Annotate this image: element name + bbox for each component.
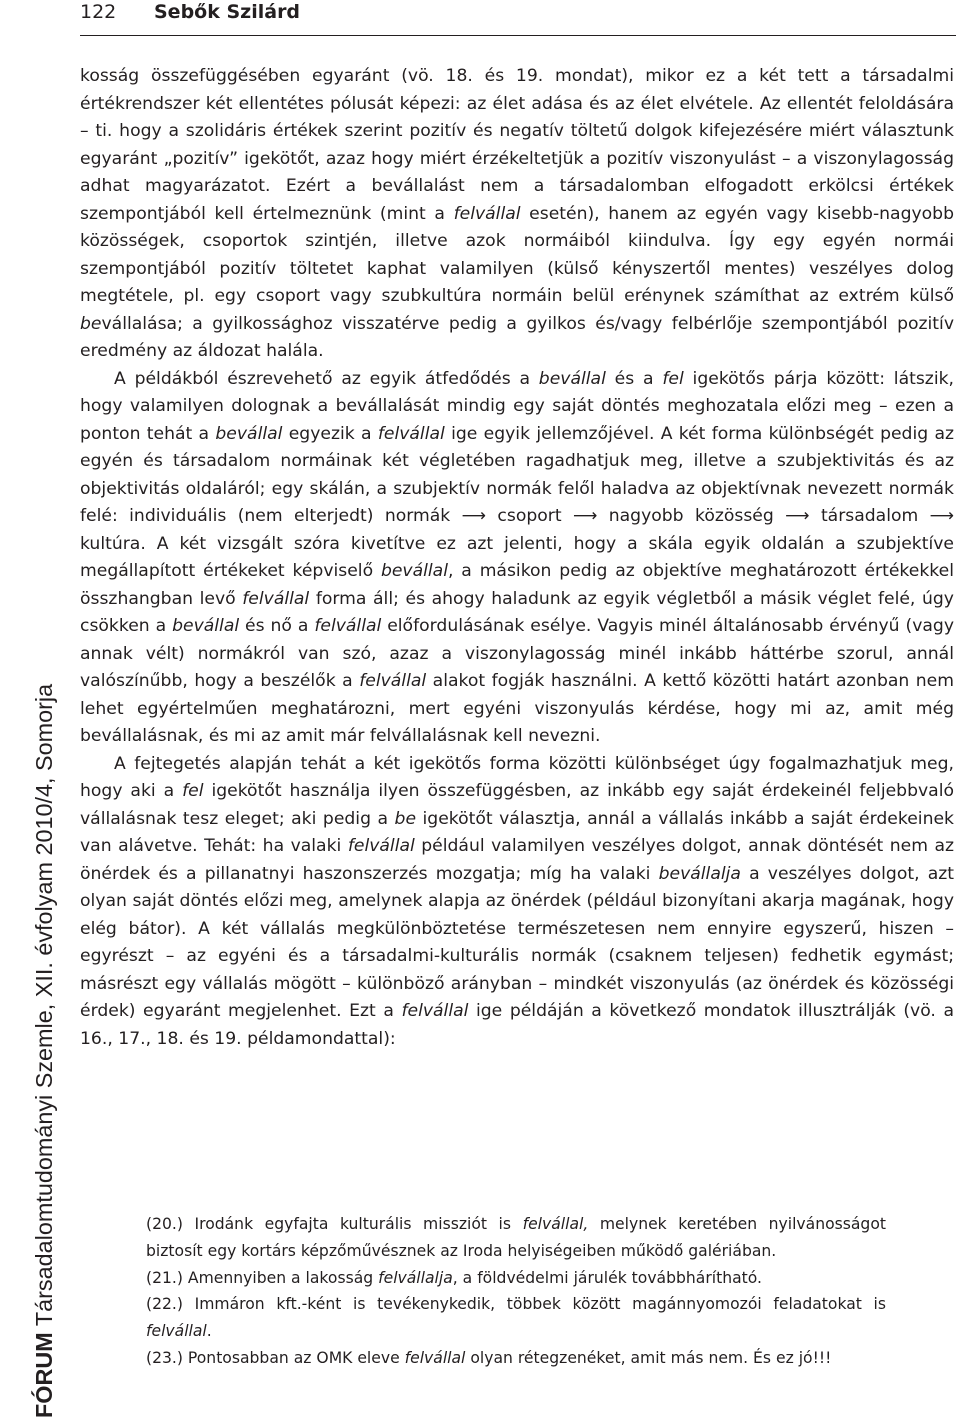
text-run: esetén), hanem az egyén vagy kisebb-nagyobb közösségek, csoportok szintjén, illetve azok normáiból kiindulva. Így egy egyén normái szempontjából pozitív töltetet kaphat valamilyen (külső kényszertől mentes) veszélyes dolog megtétele, pl. egy csoport vagy szubkultúra normáin belül erénynek számíthat az extrém külső [80, 203, 955, 306]
text-run: ige egyik jellemzőjével. A két forma különbségét pedig az egyén és társadalom normáinak két végletében ragadhatjuk meg, illetve a szubjektivitás és az objektivitás oldaláról; egy skálán, a szubjektív normák felől haladva az objektívnak nevezett normák felé: individuális (nem elterjedt) normák [80, 423, 955, 526]
author-name: Sebők Szilárd [154, 1, 301, 23]
header-rule [80, 35, 956, 36]
paragraph-1 [80, 63, 954, 366]
journal-sidebar [30, 684, 58, 1418]
italic-term: be [80, 313, 102, 334]
text-run: nagyobb közösség [597, 506, 786, 526]
text-run: igekötőt használja ilyen összefüggésben, az inkább egy saját érdekeinél feljebbvaló vállalásnak tesz eleget; aki pedig a [80, 781, 954, 829]
italic-term: felvállal [242, 588, 310, 609]
text-run: olyan rétegzenéket, amit más nem. És ez jó!!! [465, 1348, 832, 1367]
text-run: forma áll; és ahogy haladunk az egyik végletből a másik véglet felé, úgy csökken a [80, 588, 954, 636]
italic-term: felvállal [401, 1001, 469, 1021]
text-run: társadalom [809, 506, 930, 526]
italic-term: felvállal [347, 836, 415, 856]
arrow-icon: ⟶ [929, 506, 955, 526]
example-sentences [146, 1211, 886, 1372]
italic-term: bevállal [172, 616, 240, 636]
text-run: előfordulásának esélye. Vagyis minél általánosabb érvényű (vagy annak vélt) normákról van szó, azaz a viszonylagosság minél inkább háttérbe szorul, annál valószínűbb, hogy a beszélők a [80, 616, 954, 691]
arrow-icon: ⟶ [572, 506, 598, 526]
text-run: , a földvédelmi járulék továbbhárítható. [452, 1268, 762, 1287]
text-run: csoport [486, 506, 573, 526]
text-run: egyezik a [282, 423, 378, 444]
italic-term: bevállal [538, 368, 606, 389]
italic-term: fel [662, 368, 684, 389]
example-21 [146, 1265, 886, 1292]
body-text [80, 63, 954, 1053]
italic-term: bevállal [380, 561, 448, 581]
italic-term: felvállal [359, 671, 427, 691]
italic-term: felvállalja [378, 1268, 453, 1287]
text-run: a veszélyes dolgot, azt olyan saját döntés előzi meg, amelynek alapja az önérdek (például bizonyítani akarja magának, hogy elég bátor). A két vállalás megkülönböztetése természetesen nem ennyire egyszerű, hiszen – egyrészt – az egyéni és a társadalmi-kulturális normák (csaknem teljesen) fedhetik egymást; másrészt egy vállalás mögött – különböző arányban – mindkét viszonyulás (az önérdek és közösségi érdek) egyaránt megjelenhet. Ezt a [80, 863, 954, 1021]
italic-term: bevállalja [658, 863, 741, 884]
example-20 [146, 1211, 886, 1265]
text-run: A példákból észrevehető az egyik átfedődés a [114, 368, 539, 389]
text-run: (20.) Irodánk egyfajta kulturális missziót is [146, 1215, 523, 1233]
page-header [80, 0, 956, 38]
italic-term: felvállal [146, 1322, 207, 1341]
text-run: és nő a [239, 616, 315, 636]
text-run: igekötős párja között: látszik, hogy valamilyen dolognak a bevállalását mindig egy saját döntés meghozatala előzi meg – ezen a ponton tehát a [80, 368, 955, 444]
page-number: 122 [80, 1, 117, 23]
text-run: (23.) Pontosabban az OMK eleve [146, 1348, 405, 1367]
text-run: . [206, 1322, 212, 1341]
text-run: kosság összefüggésében egyaránt (vö. 18. és 19. mondat), mikor ez a két tett a társadalmi értékrendszer két ellentétes pólusát képezi: az élet adása és az élet elvétele. Az ellentét feloldására – ti. hogy a szolidáris értékek szerint pozitív és negatív töltetű dolgok kifejezésére miért választunk egyaránt „pozitív” igekötőt, azaz hogy miért érzékeltetjük a pozitív viszonyulást – a viszonylagosság adhat magyarázatot. Ezért a bevállalást nem a társadalomban elfogadott erkölcsi értékek szempontjából kell értelmeznünk (mint a [80, 66, 954, 224]
text-run: melynek keretében nyilvánosságot biztosít egy kortárs képzőművésznek az Iroda helyiségeiben működő galériában. [146, 1215, 886, 1260]
text-run: (21.) Amennyiben a lakosság [146, 1268, 379, 1287]
text-run: vállalása; a gyilkossághoz visszatérve pedig a gyilkos és/vagy felbérlője szempontjából pozitív eredmény az áldozat halála. [80, 313, 954, 361]
arrow-icon: ⟶ [461, 506, 487, 526]
example-23 [146, 1345, 886, 1372]
journal-issue: Társadalomtudományi Szemle, XII. évfolyam 2010/4, Somorja [31, 683, 57, 1333]
italic-term: felvállal [404, 1348, 466, 1367]
italic-term: felvállal [377, 423, 445, 444]
text-run: A fejtegetés alapján tehát a két igekötős forma közötti különbséget úgy fogalmazhatjuk meg, hogy aki a [80, 753, 954, 801]
italic-term: bevállal [215, 423, 283, 444]
italic-term: felvállal [453, 203, 521, 224]
text-run: és a [605, 368, 663, 389]
text-run: ige példáján a következő mondatok illusztrálják (vö. a 16., 17., 18. és 19. példamondattal): [80, 1001, 954, 1049]
italic-term: felvállal, [522, 1215, 589, 1233]
text-run: igekötőt választja, annál a vállalás inkább a saját érdekeinek van alávetve. Tehát: ha valaki [80, 808, 954, 856]
journal-name-bold: FÓRUM [31, 1332, 57, 1418]
example-22 [146, 1291, 886, 1345]
text-run: , a másikon pedig az objektíve meghatározott értékekkel összhangban levő [80, 561, 954, 609]
text-run: alakot fogják használni. A kettő közötti határt azonban nem lehet egyértelműen meghatározni, mert egyéni viszonyulás kérdése, hogy mi az, amit még bevállalásnak, és mi az amit már felvállalásnak kell nevezni. [80, 671, 954, 746]
text-run: például valamilyen veszélyes dolgot, annak döntését nem az önérdek és a pillanatnyi haszonszerzés mozgatja; míg ha valaki [80, 836, 954, 884]
paragraph-3 [80, 751, 954, 1054]
italic-term: be [394, 808, 417, 829]
text-run: (22.) Immáron kft.-ként is tevékenykedik, többek között magánnyomozói feladatokat is [146, 1295, 886, 1314]
arrow-icon: ⟶ [785, 506, 810, 526]
paragraph-2 [80, 366, 954, 751]
italic-term: fel [182, 781, 204, 801]
text-run: kultúra. A két vizsgált szóra kivetítve ez azt jelenti, hogy a skála egyik oldalán a szubjektíve megállapított értékeket képviselő [80, 533, 954, 581]
italic-term: felvállal [314, 616, 382, 636]
